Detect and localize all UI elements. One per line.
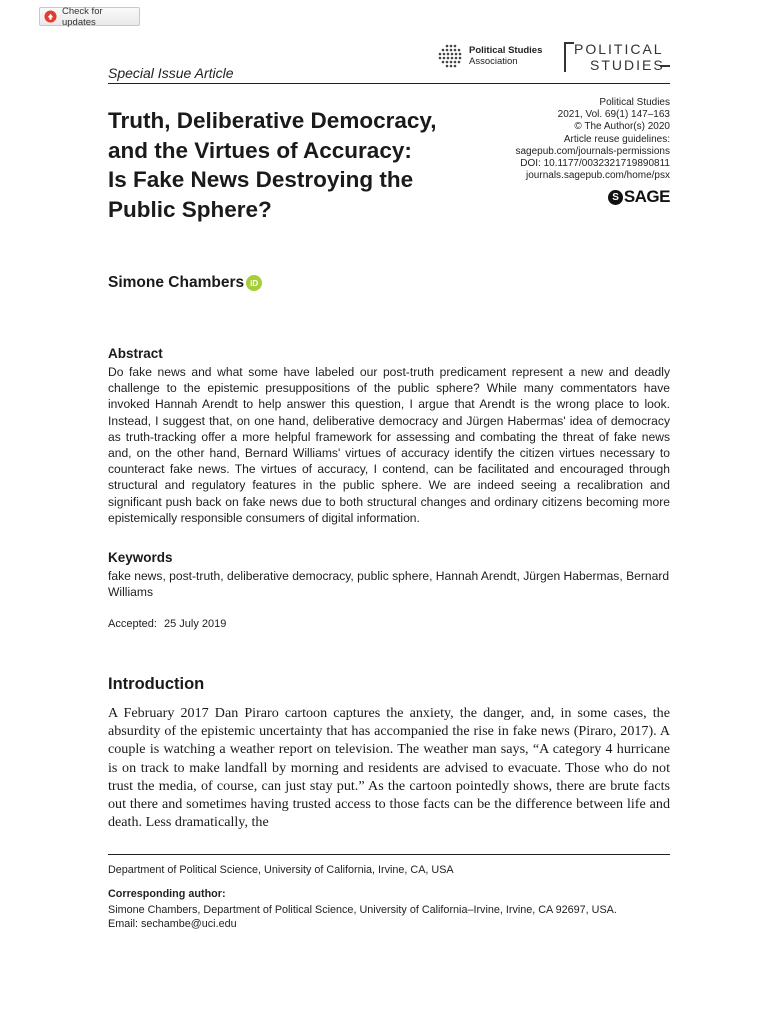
author-name: Simone Chambers bbox=[108, 274, 245, 291]
article-title bbox=[108, 106, 508, 224]
keywords-text: fake news, post-truth, deliberative democracy, public sphere, Hannah Arendt, Jürgen Habermas, Bernard Williams bbox=[108, 569, 670, 599]
publication-meta bbox=[515, 97, 670, 182]
abstract-heading: Abstract bbox=[108, 346, 163, 361]
update-icon bbox=[44, 10, 57, 23]
orcid-icon[interactable]: iD bbox=[246, 275, 262, 291]
sage-wordmark: SAGE bbox=[623, 187, 670, 206]
corresponding-details bbox=[108, 903, 617, 931]
check-for-updates-label: Check for updates bbox=[61, 5, 103, 28]
psa-name-line1: Political Studies bbox=[469, 45, 543, 56]
psa-wordmark bbox=[469, 45, 542, 67]
psa-logo bbox=[437, 43, 542, 69]
introduction-heading: Introduction bbox=[108, 675, 205, 693]
meta-copyright: © The Author(s) 2020 bbox=[574, 121, 670, 133]
title-line: Public Sphere? bbox=[108, 196, 272, 222]
corresponding-address: Simone Chambers, Department of Political Science, University of California–Irvine, Irvine, CA 92697, USA. bbox=[108, 904, 617, 916]
introduction-text: A February 2017 Dan Piraro cartoon captures the anxiety, the danger, and, in some cases, the absurdity of the epistemic uncertainty that has accompanied the rise in fake news (Piraro, 2017). A couple is watching a weather report on television. The weather man says, “A category 4 hurricane is on track to make landfall by morning and residents are advised to evacuate. Those who do not trust the media, of course, can just stay put.” As the cartoon pointedly shows, there are brute facts out there and sometimes having trusted access to those facts can be the difference between life and death. Less dramatically, the bbox=[108, 705, 670, 831]
abstract-text: Do fake news and what some have labeled our post-truth predicament represent a new and deadly challenge to the epistemic presuppositions of the public sphere? While many commentators have invoked Hannah Arendt to help answer this question, I argue that Arendt is the wrong place to look. Instead, I suggest that, on one hand, deliberative democracy and Jürgen Habermas' idea of democracy as truth-tracking offer a more helpful framework for assessing and combating the threat of fake news and, on the other hand, Bernard Williams' virtues of accuracy identify the citizen virtues necessary to counteract fake news. The virtues of accuracy, I contend, can be facilitated and encouraged through structural and regulatory features in the public sphere. We are indeed seeing a recalibration and significant push back on fake news due to both structural changes and ordinary citizens becoming more epistemically responsible consumers of digital information. bbox=[108, 365, 670, 525]
journal-logo-bar bbox=[564, 42, 566, 72]
accepted-value: 25 July 2019 bbox=[163, 618, 227, 630]
affiliation: Department of Political Science, University of California, Irvine, CA, USA bbox=[108, 864, 454, 876]
meta-doi[interactable]: DOI: 10.1177/0032321719890811 bbox=[520, 158, 670, 170]
meta-volume: 2021, Vol. 69(1) 147–163 bbox=[557, 109, 670, 121]
title-line: Is Fake News Destroying the bbox=[108, 167, 414, 192]
meta-journal: Political Studies bbox=[599, 97, 670, 108]
meta-permissions-link[interactable]: sagepub.com/journals-permissions bbox=[515, 145, 670, 157]
title-line: and the Virtues of Accuracy: bbox=[108, 137, 412, 163]
journal-logo-word1: POLITICAL bbox=[574, 41, 664, 57]
corresponding-heading: Corresponding author: bbox=[108, 888, 226, 900]
footer-divider bbox=[108, 854, 670, 855]
accepted-label: Accepted: bbox=[108, 618, 157, 630]
sage-logo bbox=[608, 187, 670, 207]
meta-journal-link[interactable]: journals.sagepub.com/home/psx bbox=[526, 170, 670, 182]
meta-reuse-label: Article reuse guidelines: bbox=[563, 133, 670, 145]
title-line: Truth, Deliberative Democracy, bbox=[108, 108, 437, 133]
journal-logo-word2: STUDIES bbox=[590, 57, 665, 73]
article-type: Special Issue Article bbox=[108, 65, 234, 81]
accepted-date bbox=[108, 618, 226, 630]
keywords-heading: Keywords bbox=[108, 550, 173, 565]
psa-dots-icon bbox=[437, 43, 465, 69]
corresponding-email[interactable]: Email: sechambe@uci.edu bbox=[108, 918, 237, 930]
header-divider bbox=[108, 83, 670, 84]
psa-name-line2: Association bbox=[469, 56, 518, 67]
author-line bbox=[108, 274, 262, 292]
sage-mark-icon: S bbox=[608, 190, 623, 205]
journal-logo bbox=[562, 41, 674, 73]
check-for-updates-button[interactable] bbox=[39, 7, 140, 26]
journal-logo-tick-top bbox=[564, 42, 574, 44]
